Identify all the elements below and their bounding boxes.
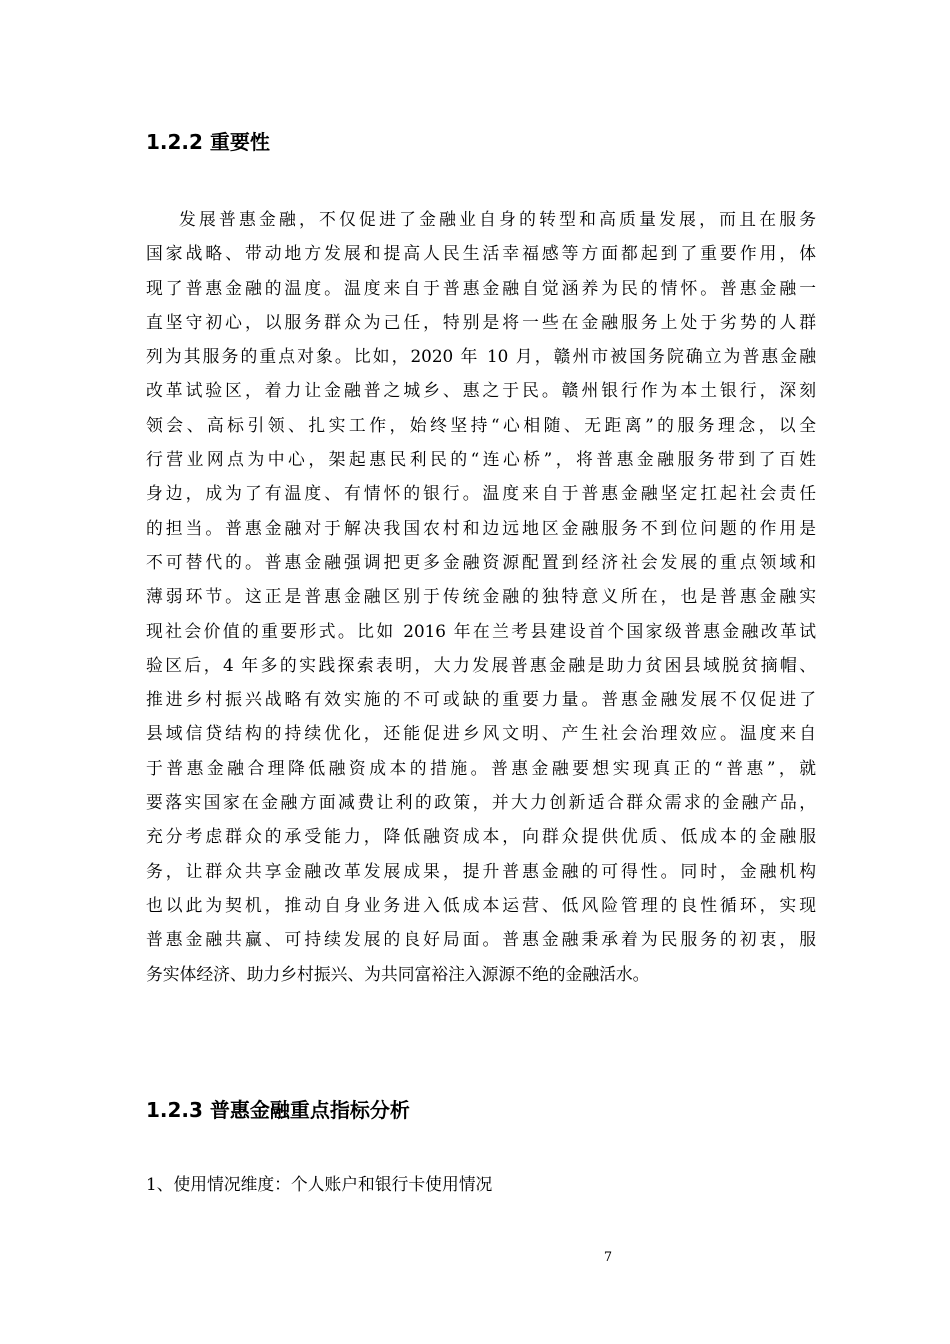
- paragraph-line: 的担当。普惠金融对于解决我国农村和边远地区金融服务不到位问题的作用是: [146, 517, 816, 538]
- paragraph-line: 现了普惠金融的温度。温度来自于普惠金融自觉涵养为民的情怀。普惠金融一: [146, 277, 816, 298]
- paragraph-line: 普惠金融共赢、可持续发展的良好局面。普惠金融秉承着为民服务的初衷，服: [146, 929, 816, 950]
- paragraph-line: 领会、高标引领、扎实工作，始终坚持“心相随、无距离”的服务理念，以全: [146, 414, 816, 435]
- section-paragraph: [146, 202, 816, 991]
- paragraph-line: 务，让群众共享金融改革发展成果，提升普惠金融的可得性。同时，金融机构: [146, 860, 816, 881]
- paragraph-line: 身边，成为了有温度、有情怀的银行。温度来自于普惠金融坚定扛起社会责任: [146, 483, 816, 504]
- page-number: 7: [603, 1250, 613, 1265]
- paragraph-line: 县域信贷结构的持续优化，还能促进乡风文明、产生社会治理效应。温度来自: [146, 723, 816, 744]
- paragraph-line: 充分考虑群众的承受能力，降低融资成本，向群众提供优质、低成本的金融服: [146, 826, 816, 847]
- paragraph-line: 于普惠金融合理降低融资成本的措施。普惠金融要想实现真正的“普惠”，就: [146, 757, 816, 778]
- paragraph-line: 直坚守初心，以服务群众为己任，特别是将一些在金融服务上处于劣势的人群: [146, 311, 816, 332]
- paragraph-line: 验区后，4 年多的实践探索表明，大力发展普惠金融是助力贫困县域脱贫摘帽、: [146, 654, 816, 675]
- paragraph-line: 国家战略、带动地方发展和提高人民生活幸福感等方面都起到了重要作用，体: [146, 243, 816, 264]
- paragraph-line: 薄弱环节。这正是普惠金融区别于传统金融的独特意义所在，也是普惠金融实: [146, 586, 816, 607]
- paragraph-line: 要落实国家在金融方面减费让利的政策，并大力创新适合群众需求的金融产品，: [146, 792, 816, 813]
- paragraph-line: 也以此为契机，推动自身业务进入低成本运营、低风险管理的良性循环，实现: [146, 894, 816, 915]
- paragraph-line: 行营业网点为中心，架起惠民利民的“连心桥”，将普惠金融服务带到了百姓: [146, 449, 816, 470]
- paragraph-line: 推进乡村振兴战略有效实施的不可或缺的重要力量。普惠金融发展不仅促进了: [146, 689, 816, 710]
- list-item-1: 1、使用情况维度：个人账户和银行卡使用情况: [146, 1174, 493, 1194]
- section-heading-1-2-3: 1.2.3 普惠金融重点指标分析: [146, 1098, 410, 1122]
- paragraph-line: 发展普惠金融，不仅促进了金融业自身的转型和高质量发展，而且在服务: [179, 209, 816, 229]
- section-heading-1-2-2: 1.2.2 重要性: [146, 130, 270, 154]
- paragraph-line: 务实体经济、助力乡村振兴、为共同富裕注入源源不绝的金融活水。: [146, 963, 650, 984]
- paragraph-line: 现社会价值的重要形式。比如 2016 年在兰考县建设首个国家级普惠金融改革试: [146, 620, 816, 641]
- paragraph-line: 改革试验区，着力让金融普之城乡、惠之于民。赣州银行作为本土银行，深刻: [146, 380, 816, 401]
- paragraph-line: 列为其服务的重点对象。比如，2020 年 10 月，赣州市被国务院确立为普惠金融: [146, 346, 816, 367]
- paragraph-line: 不可替代的。普惠金融强调把更多金融资源配置到经济社会发展的重点领域和: [146, 551, 816, 572]
